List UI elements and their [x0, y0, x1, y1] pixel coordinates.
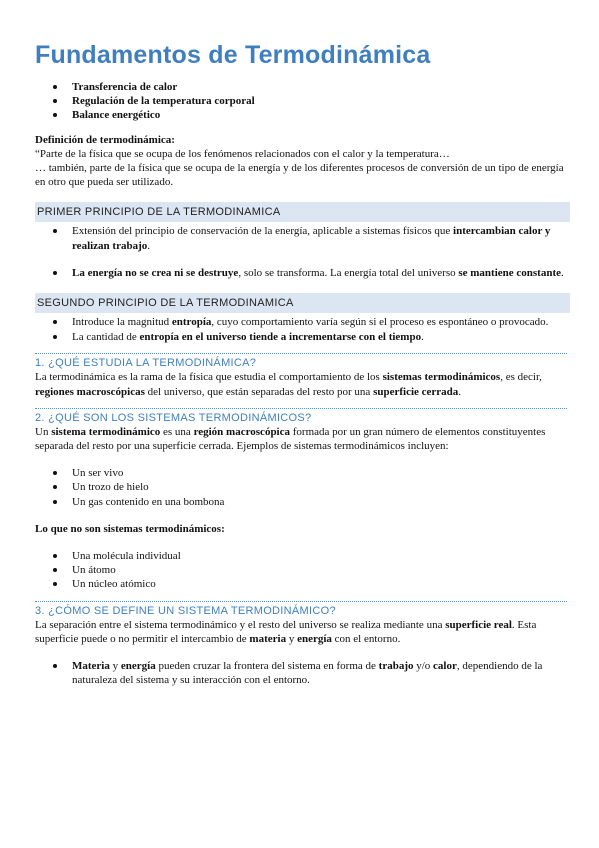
text: Introduce la magnitud: [72, 316, 172, 329]
emphasis: trabajo: [378, 660, 414, 673]
question-heading-2: 2. ¿QUÉ SON LOS SISTEMAS TERMODINÁMICOS?: [35, 408, 567, 425]
document-content: [35, 40, 567, 687]
question-heading-3: 3. ¿CÓMO SE DEFINE UN SISTEMA TERMODINÁMICO?: [35, 601, 567, 618]
text: y: [109, 660, 121, 673]
section-heading-primer: PRIMER PRINCIPIO DE LA TERMODINAMICA: [35, 202, 570, 222]
question-2-body: [35, 425, 567, 453]
text: .: [561, 266, 564, 279]
list-item: Transferencia de calor: [72, 80, 567, 94]
text: . Esta superficie puede o no permitir el intercambio de: [35, 618, 537, 645]
text: , dependiendo de la naturaleza del sistema y su interacción con el entorno.: [72, 660, 543, 687]
examples-list: [35, 466, 567, 509]
emphasis: La energía no se crea ni se destruye: [72, 266, 239, 279]
text: y: [286, 632, 298, 645]
list-item: Una molécula individual: [72, 549, 567, 563]
emphasis: superficie real: [445, 618, 512, 631]
text: es una: [160, 425, 194, 438]
text: formada por un gran número de elementos constituyentes separada del resto por una superficie cerrada. Ejemplos de sistemas termodinámicos incluyen:: [35, 425, 546, 453]
list-item: Un trozo de hielo: [72, 480, 567, 494]
emphasis: calor: [433, 660, 457, 673]
list-item: Balance energético: [72, 108, 567, 122]
text: La termodinámica es la rama de la física que estudia el comportamiento de los: [35, 371, 383, 384]
list-item: Un gas contenido en una bombona: [72, 495, 567, 509]
emphasis: energía: [120, 660, 156, 673]
emphasis: entropía: [171, 316, 212, 329]
text: Un: [35, 425, 52, 438]
non-examples-label: Lo que no son sistemas termodinámicos:: [35, 522, 225, 535]
emphasis: regiones macroscópicas: [35, 385, 145, 398]
list-item: Regulación de la temperatura corporal: [72, 94, 567, 108]
emphasis: sistema termodinámico: [51, 425, 161, 438]
question-1-body: [35, 370, 567, 398]
list-item: Un átomo: [72, 563, 567, 577]
text: .: [421, 331, 424, 344]
list-item: [72, 330, 567, 344]
primer-list: [35, 224, 567, 280]
emphasis: Materia: [72, 660, 110, 673]
page-title: Fundamentos de Termodinámica: [35, 41, 431, 69]
text: .: [458, 385, 462, 398]
list-item: Un ser vivo: [72, 466, 567, 480]
definition-line: “Parte de la física que se ocupa de los fenómenos relacionados con el calor y la temperatura…: [35, 147, 450, 160]
text: Extensión del principio de conservación de la energía, aplicable a sistemas físicos que: [72, 225, 454, 238]
text: La separación entre el sistema termodinámico y el resto del universo se realiza mediante una: [35, 618, 446, 631]
list-item: [72, 224, 567, 252]
emphasis: energía: [297, 632, 332, 645]
emphasis: entropía en el universo tiende a incrementarse con el tiempo: [139, 331, 422, 344]
definition-line: … también, parte de la física que se ocupa de la energía y de los diferentes procesos de conversión de un tipo de energía en otro que pueda ser utilizado.: [35, 162, 564, 189]
emphasis: sistemas termodinámicos: [382, 371, 501, 384]
list-item: Un núcleo atómico: [72, 577, 567, 591]
text: .: [147, 239, 151, 252]
definition-label: Definición de termodinámica:: [35, 133, 175, 146]
emphasis: superficie cerrada: [373, 385, 459, 398]
segundo-list: [35, 315, 567, 344]
emphasis: se mantiene constante: [458, 266, 562, 279]
list-item: [72, 315, 567, 329]
text: La cantidad de: [72, 331, 140, 344]
text: , es decir,: [500, 371, 542, 384]
text: pueden cruzar la frontera del sistema en forma de: [155, 660, 379, 673]
non-examples-list: [35, 549, 567, 592]
intro-list: [35, 80, 567, 123]
emphasis: materia: [249, 632, 287, 645]
text: , cuyo comportamiento varía según si el proceso es espontáneo o provocado.: [211, 316, 549, 329]
text: con el entorno.: [331, 632, 401, 645]
list-item: [72, 266, 567, 280]
list-item: [72, 659, 567, 687]
emphasis: región macroscópica: [193, 425, 291, 438]
text: del universo, que están separadas del resto por una: [144, 385, 374, 398]
question-heading-1: 1. ¿QUÉ ESTUDIA LA TERMODINÁMICA?: [35, 353, 567, 370]
text: , solo se transforma. La energía total del universo: [238, 266, 459, 279]
section-heading-segundo: SEGUNDO PRINCIPIO DE LA TERMODINAMICA: [35, 293, 570, 313]
definition-block: [35, 133, 567, 190]
question-3-body: [35, 618, 567, 646]
emphasis: intercambian calor y realizan trabajo: [72, 225, 551, 252]
q3-list: [35, 659, 567, 687]
text: y/o: [413, 660, 434, 673]
